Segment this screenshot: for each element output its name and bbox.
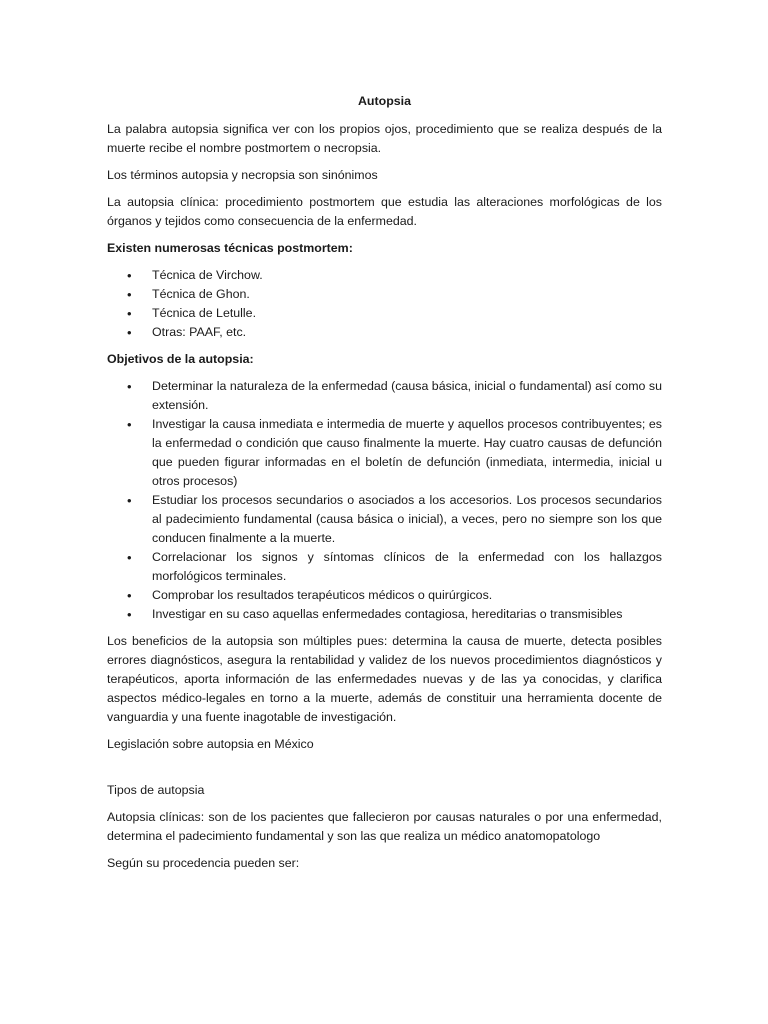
bullet-icon: • [127, 588, 132, 603]
list-item [107, 548, 662, 586]
paragraph-benefits: Los beneficios de la autopsia son múltiples pues: determina la causa de muerte, detecta posibles errores diagnósticos, asegura la rentabilidad y validez de los nuevos procedimientos diagnósticos y terapéuticos, aporta información de las enfermedades nuevas y de las ya conocidas, y clarifica aspectos médico-legales en torno a la muerte, además de constituir una herramienta docente de vanguardia y una fuente inagotable de investigación. [107, 634, 662, 724]
techniques-heading: Existen numerosas técnicas postmortem: [107, 241, 353, 255]
document-page [107, 92, 662, 881]
bullet-icon: • [127, 325, 132, 340]
bullet-icon: • [127, 607, 132, 622]
list-item [107, 377, 662, 415]
objective-text: Correlacionar los signos y síntomas clínicos de la enfermedad con los hallazgos morfológicos terminales. [152, 550, 662, 583]
techniques-list [107, 266, 662, 342]
technique-text: Técnica de Letulle. [152, 306, 257, 320]
origin-heading: Según su procedencia pueden ser: [107, 856, 300, 870]
types-heading: Tipos de autopsia [107, 783, 205, 797]
list-item [107, 586, 662, 605]
list-item [107, 304, 662, 323]
paragraph-synonyms: Los términos autopsia y necropsia son sinónimos [107, 168, 378, 182]
technique-text: Técnica de Virchow. [152, 268, 263, 282]
bullet-icon: • [127, 306, 132, 321]
list-item [107, 266, 662, 285]
bullet-icon: • [127, 287, 132, 302]
list-item [107, 491, 662, 548]
paragraph-clinical-types: Autopsia clínicas: son de los pacientes que fallecieron por causas naturales o por una enfermedad, determina el padecimiento fundamental y son las que realiza un médico anatomopatologo [107, 810, 662, 843]
list-item [107, 323, 662, 342]
objective-text: Investigar la causa inmediata e intermedia de muerte y aquellos procesos contribuyentes; es la enfermedad o condición que causo finalmente la muerte. Hay cuatro causas de defunción que pueden figurar informadas en el boletín de defunción (inmediata, intermedia, inicial u otros procesos) [152, 417, 662, 488]
objectives-heading: Objetivos de la autopsia: [107, 352, 254, 366]
bullet-icon: • [127, 550, 132, 565]
spacer [107, 762, 662, 781]
paragraph-clinical-autopsy: La autopsia clínica: procedimiento postmortem que estudia las alteraciones morfológicas de los órganos y tejidos como consecuencia de la enfermedad. [107, 195, 662, 228]
list-item [107, 415, 662, 491]
objective-text: Determinar la naturaleza de la enfermedad (causa básica, inicial o fundamental) así como su extensión. [152, 379, 662, 412]
bullet-icon: • [127, 493, 132, 508]
bullet-icon: • [127, 417, 132, 432]
document-title: Autopsia [357, 94, 411, 108]
list-item [107, 285, 662, 304]
objective-text: Estudiar los procesos secundarios o asociados a los accesorios. Los procesos secundarios al padecimiento fundamental (causa básica o inicial), a veces, pero no siempre son los que conducen finalmente a la muerte. [152, 493, 662, 545]
list-item [107, 605, 662, 624]
objective-text: Investigar en su caso aquellas enfermedades contagiosa, hereditarias o transmisibles [152, 607, 623, 621]
paragraph-definition: La palabra autopsia significa ver con los propios ojos, procedimiento que se realiza después de la muerte recibe el nombre postmortem o necropsia. [107, 122, 662, 155]
objectives-list [107, 377, 662, 624]
technique-text: Técnica de Ghon. [152, 287, 250, 301]
bullet-icon: • [127, 379, 132, 394]
bullet-icon: • [127, 268, 132, 283]
technique-text: Otras: PAAF, etc. [152, 325, 247, 339]
objective-text: Comprobar los resultados terapéuticos médicos o quirúrgicos. [152, 588, 493, 602]
paragraph-legislation: Legislación sobre autopsia en México [107, 737, 314, 751]
